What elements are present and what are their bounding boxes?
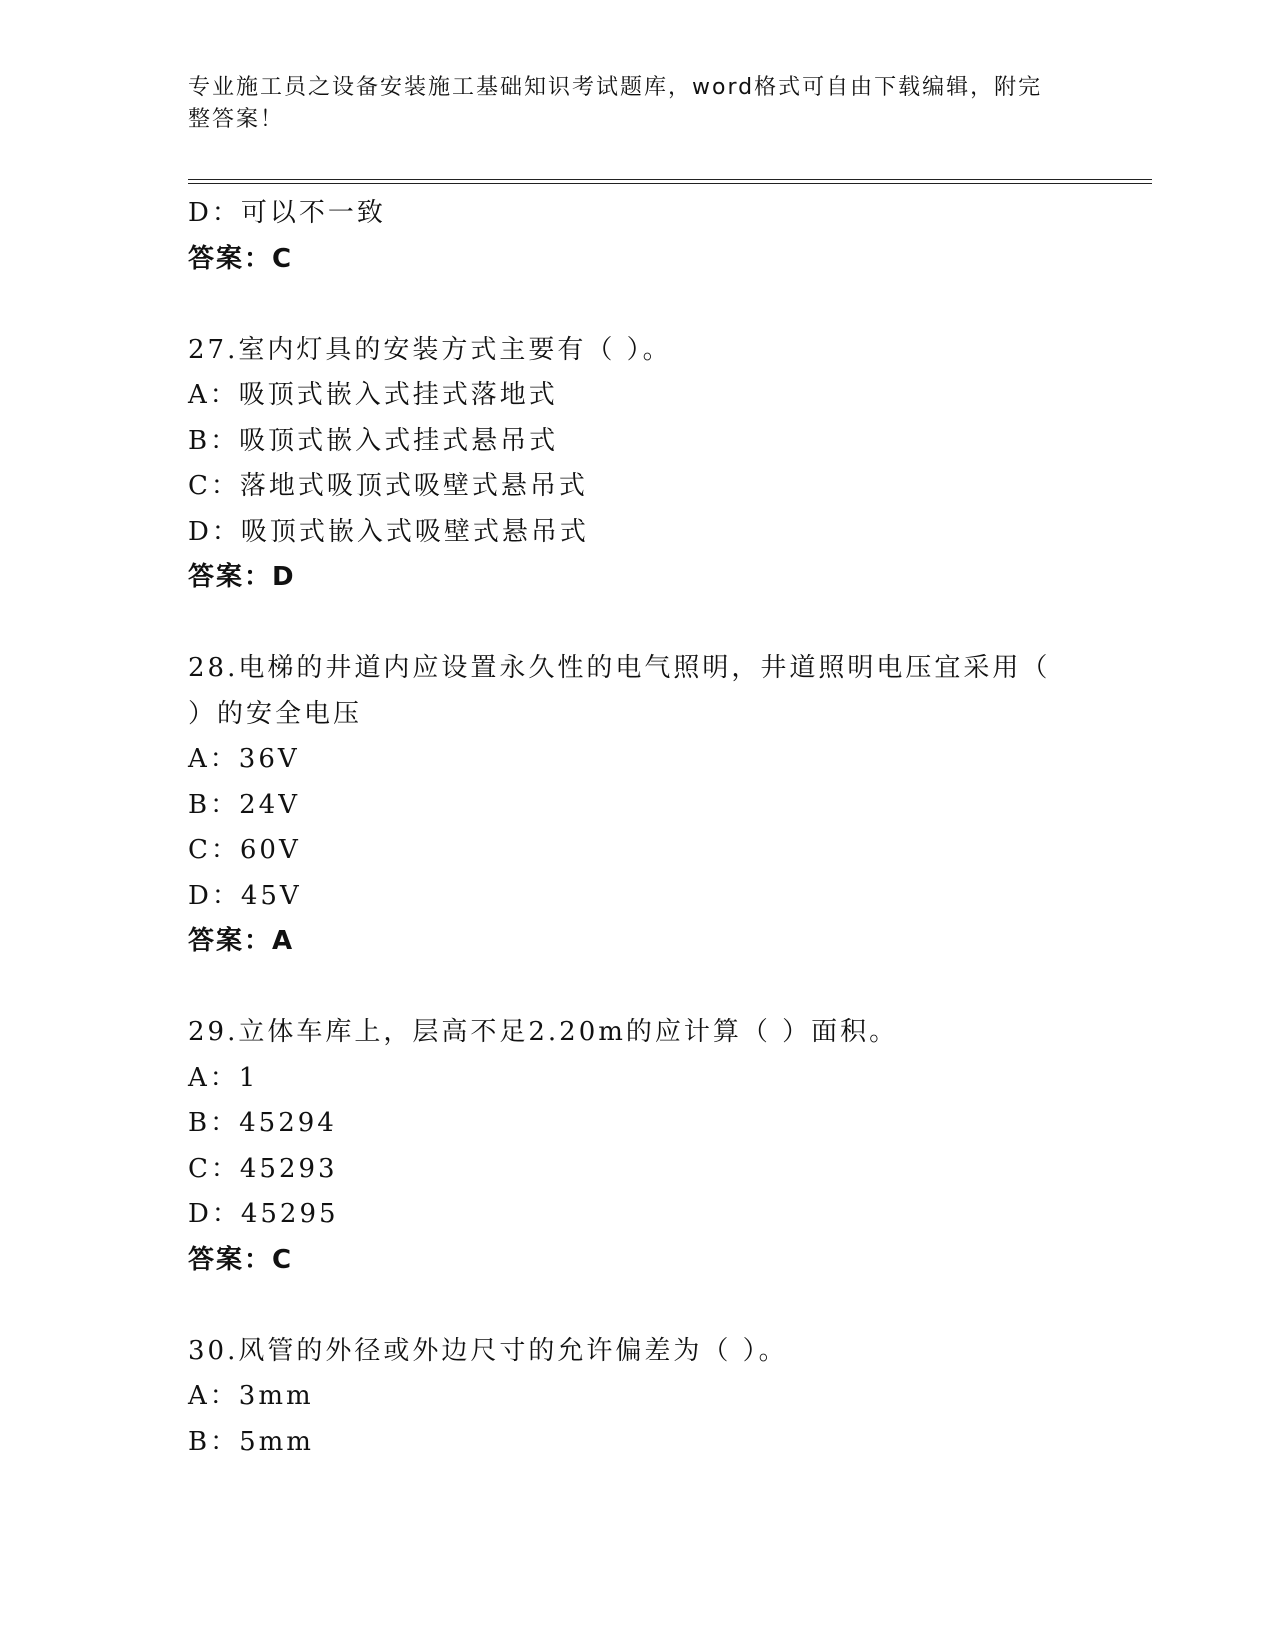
option-d: D：可以不一致 bbox=[188, 198, 386, 228]
answer-line bbox=[188, 237, 1088, 283]
answer-label: 答案： bbox=[188, 1244, 273, 1275]
answer-line bbox=[188, 919, 1088, 965]
option-c: C：落地式吸顶式吸壁式悬吊式 bbox=[188, 471, 588, 501]
question-stem: 28.电梯的井道内应设置永久性的电气照明，井道照明电压宜采用（ bbox=[188, 653, 1051, 683]
spacer bbox=[188, 1283, 1088, 1329]
question-stem: 27.室内灯具的安装方式主要有（ ）。 bbox=[188, 334, 672, 365]
option-c: C：45293 bbox=[188, 1153, 338, 1184]
option-a: A：36V bbox=[188, 744, 300, 774]
question-stem: 29.立体车库上，层高不足2.20m的应计算（ ）面积。 bbox=[188, 1017, 899, 1047]
header-title-line-1: 专业施工员之设备安装施工基础知识考试题库，word格式可自由下载编辑，附完 bbox=[188, 75, 1043, 100]
spacer bbox=[188, 965, 1088, 1011]
answer-value: C bbox=[272, 243, 294, 274]
document-header bbox=[188, 72, 1068, 136]
answer-value: D bbox=[272, 562, 296, 592]
option-d: D：吸顶式嵌入式吸壁式悬吊式 bbox=[188, 516, 589, 547]
spacer bbox=[188, 601, 1088, 647]
answer-value: A bbox=[272, 926, 295, 956]
option-d: D：45295 bbox=[188, 1199, 339, 1229]
answer-label: 答案： bbox=[188, 562, 273, 592]
answer-value: C bbox=[272, 1244, 294, 1275]
question-stem-continued: ）的安全电压 bbox=[188, 698, 363, 729]
option-a: A：1 bbox=[188, 1062, 259, 1093]
option-a: A：3mm bbox=[188, 1381, 314, 1411]
option-b: B：24V bbox=[188, 789, 300, 820]
option-b: B：5mm bbox=[188, 1426, 314, 1457]
option-b: B：吸顶式嵌入式挂式悬吊式 bbox=[188, 425, 559, 456]
answer-label: 答案： bbox=[188, 243, 273, 274]
answer-label: 答案： bbox=[188, 926, 273, 956]
option-d: D：45V bbox=[188, 880, 302, 911]
option-c: C：60V bbox=[188, 835, 301, 865]
spacer bbox=[188, 282, 1088, 328]
option-b: B：45294 bbox=[188, 1108, 337, 1138]
header-title-line-2: 整答案！ bbox=[188, 107, 285, 132]
answer-line bbox=[188, 555, 1088, 601]
answer-line bbox=[188, 1238, 1088, 1284]
question-stem: 30.风管的外径或外边尺寸的允许偏差为（ ）。 bbox=[188, 1335, 788, 1366]
question-list bbox=[188, 191, 1088, 1465]
header-divider bbox=[188, 179, 1152, 184]
option-a: A：吸顶式嵌入式挂式落地式 bbox=[188, 380, 558, 410]
